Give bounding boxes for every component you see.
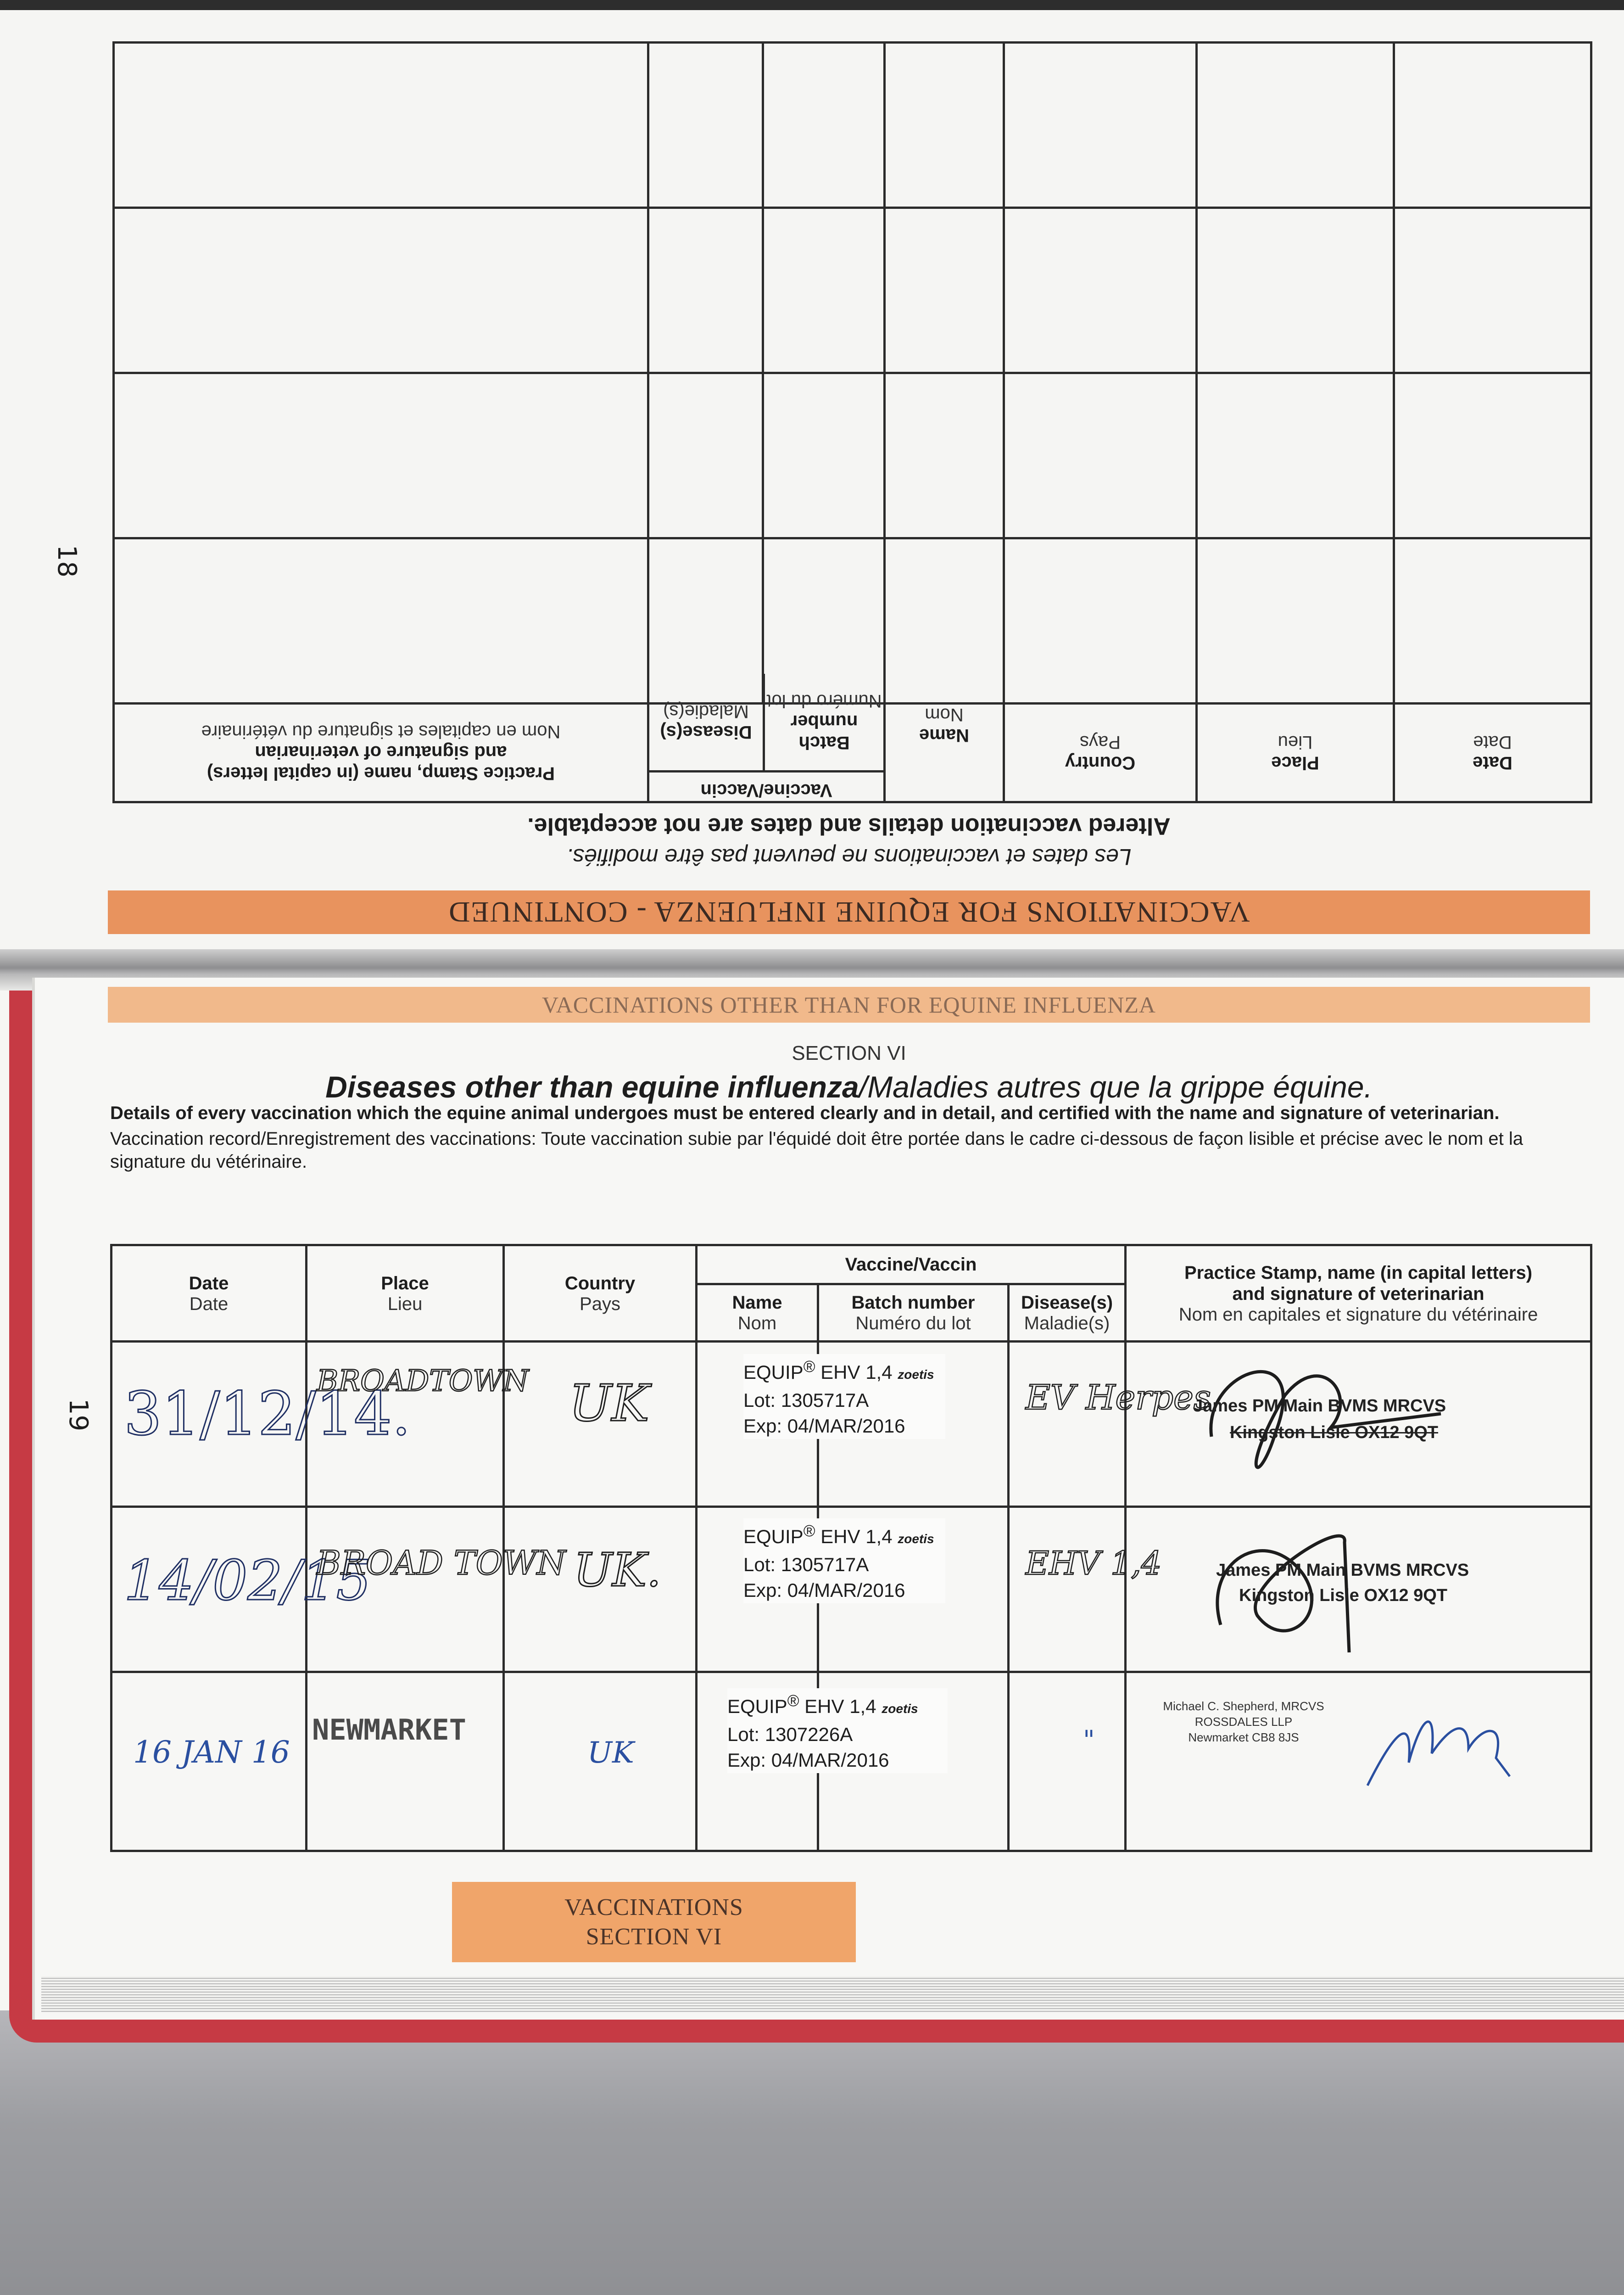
page-18-banner: VACCINATIONS FOR EQUINE INFLUENZA - CONTINUED [108,890,1590,934]
row-3-date: 16 JAN 16 [133,1735,290,1770]
row-2-vaccine-strain: EHV 1,4 [820,1526,893,1547]
row-1-vaccine-label: EQUIP® EHV 1,4 zoetis Lot: 1305717A Exp: 04/MAR/2016 [743,1354,945,1439]
row-2-exp: 04/MAR/2016 [787,1579,905,1601]
row-1-place: BROADTOWN [317,1364,529,1398]
row-1-diseases: EV Herpes [1026,1378,1211,1417]
row-1-exp: 04/MAR/2016 [787,1415,905,1437]
row-3-vaccine-label: EQUIP® EHV 1,4 zoetis Lot: 1307226A Exp: 04/MAR/2016 [727,1688,948,1773]
notice-en: Altered vaccination details and dates are not acceptable. [527,813,1171,840]
header-diseases-en: Disease(s) [660,722,752,742]
instructions-fr: Vaccination record/Enregistrement des vaccinations: Toute vaccination subie par l'équidé doit être portée dans le cadre ci-dessous de façon lisible et précise avec le nom et la signature du vétérinaire. [110,1129,1524,1172]
header-country-fr: Pays [1080,732,1121,752]
row-3-vet-signature [1367,1722,1510,1786]
header-stamp-fr: Nom en capitales et signature du vétérinaire [201,722,561,742]
row-1-vaccine-strain: EHV 1,4 [820,1361,893,1383]
header-stamp-en-2: and signature of veterinarian [255,742,507,762]
row-2-lot-label: Lot: [743,1554,776,1575]
row-3-exp-label: Exp: [727,1749,766,1771]
row-1-manufacturer: zoetis [898,1367,934,1382]
header-diseases [1009,1284,1126,1342]
row-3-stamp-line-3: Newmarket CB8 8JS [1188,1730,1299,1744]
row-3-manufacturer: zoetis [882,1702,918,1716]
row-1-country: UK [569,1374,649,1433]
row-1-vet-signature [1211,1371,1441,1467]
header-date-fr: Date [189,1293,229,1314]
header-batch-fr: Numéro du lot [855,1313,971,1333]
row-2-place: BROAD TOWN [317,1544,566,1582]
page-18-notice [108,812,1590,870]
row-2-exp-label: Exp: [743,1579,782,1601]
row-1-stamp-line-2: Kingston Lisle OX12 9QT [1230,1423,1438,1442]
header-place-en: Place [1271,753,1319,773]
row-2-diseases: EHV 1,4 [1026,1545,1162,1582]
row-3-country: UK [587,1736,634,1770]
page-18-empty-row [114,43,1591,208]
footer-tab-line-1: VACCINATIONS [564,1894,743,1920]
header-diseases [649,674,763,770]
header-vaccine-group-label: Vaccine/Vaccin [649,770,883,801]
row-1-date: 31/12/14. [124,1379,411,1449]
header-country [504,1245,697,1342]
row-2-country: UK. [574,1543,661,1597]
page-18-vaccination-table [112,41,1592,803]
header-stamp-en-1: Practice Stamp, name (in capital letters) [206,763,555,784]
page-19-header-row-a [112,1245,1591,1284]
row-1-stamp-line-1: James PM Main BVMS MRCVS [1193,1396,1446,1416]
section-label: SECTION VI [792,1042,906,1064]
desk-surface [0,2010,1624,2295]
header-batch [818,1284,1009,1342]
header-place-fr: Lieu [387,1293,423,1314]
header-name [697,1284,818,1342]
header-vaccine-group [697,1245,1126,1284]
header-stamp-en-2: and signature of veterinarian [1232,1283,1484,1304]
row-2-vaccine-label: EQUIP® EHV 1,4 zoetis Lot: 1305717A Exp: 04/MAR/2016 [743,1518,945,1603]
header-diseases-fr: Maladie(s) [1024,1313,1110,1333]
row-2-vaccine-name: EQUIP [743,1526,804,1547]
section-instructions [110,1102,1592,1173]
header-batch-en: Batch number [851,1293,975,1313]
header-batch [763,674,883,770]
scan-top-edge [0,0,1624,10]
header-country-en: Country [1065,753,1136,773]
row-1-exp-label: Exp: [743,1415,782,1437]
header-diseases-fr: Maladie(s) [663,701,749,722]
row-3-lot-label: Lot: [727,1724,760,1745]
row-3-lot: 1307226A [765,1724,853,1745]
header-stamp [114,704,648,802]
row-2-lot: 1305717A [781,1554,869,1575]
section-title [108,1069,1590,1104]
header-country-fr: Pays [580,1293,620,1314]
header-vaccine-group-label: Vaccine/Vaccin [845,1254,977,1275]
header-place [307,1245,504,1342]
header-name-en: Name [732,1293,782,1313]
row-2-stamp-line-2: Kingston Lisle OX12 9QT [1239,1586,1447,1605]
row-2-stamp-line-1: James PM Main BVMS MRCVS [1216,1561,1469,1580]
footer-section-tab [452,1882,856,1962]
header-date [1394,704,1591,802]
page-18-header-row [114,704,1591,802]
page-edges [41,1976,1624,2013]
row-3-stamp [1143,1698,1345,1745]
header-name-fr: Nom [925,705,964,725]
header-diseases-en: Disease(s) [1021,1293,1113,1313]
notice-fr: Les dates et vaccinations ne peuvent pas être modifiés. [566,844,1132,870]
page-18-empty-row [114,208,1591,373]
header-name-en: Name [919,725,969,745]
header-date-en: Date [189,1273,229,1293]
header-stamp-en-1: Practice Stamp, name (in capital letters) [1184,1262,1533,1283]
header-batch-en: Batch number [790,711,858,753]
row-3-place: NEWMARKET [312,1713,466,1746]
section-title-fr: /Maladies autres que la grippe équine. [859,1070,1373,1104]
header-place [1197,704,1394,802]
header-name [885,704,1004,802]
row-3-vaccine-strain: EHV 1,4 [804,1696,876,1717]
row-3-exp: 04/MAR/2016 [771,1749,889,1771]
row-3-stamp-line-2: ROSSDALES LLP [1194,1715,1293,1729]
header-name-fr: Nom [737,1313,777,1333]
row-3-vaccine-name: EQUIP [727,1696,787,1717]
page-number-19: 19 [63,1398,94,1432]
row-1-vaccine-name: EQUIP [743,1361,804,1383]
footer-tab-line-2: SECTION VI [586,1923,722,1950]
page-19-banner: VACCINATIONS OTHER THAN FOR EQUINE INFLUENZA [108,987,1590,1023]
row-1-lot-label: Lot: [743,1389,776,1411]
page-18-table-area [115,46,1592,803]
instructions-en: Details of every vaccination which the equine animal undergoes must be entered clearly and in detail, and certified with the name and signature of veterinarian. [110,1103,1500,1123]
section-title-en: Diseases other than equine influenza [325,1070,859,1104]
page-18-empty-row [114,373,1591,538]
row-3-diseases: " [1083,1725,1095,1755]
header-date-en: Date [1473,753,1512,773]
header-vaccine-group [648,691,885,802]
page-number-18: 18 [52,544,82,578]
page-19-table-area [110,1244,1590,1850]
row-1-lot: 1305717A [781,1389,869,1411]
row-3-stamp-line-1: Michael C. Shepherd, MRCVS [1163,1699,1324,1713]
header-batch-fr: Numéro du lot [766,691,882,711]
header-date-fr: Date [1473,732,1512,752]
header-place-en: Place [381,1273,429,1293]
header-date [112,1245,307,1342]
header-country-en: Country [564,1273,636,1293]
header-place-fr: Lieu [1278,732,1313,752]
header-stamp-fr: Nom en capitales et signature du vétérinaire [1178,1304,1538,1325]
row-2-date: 14/02/15 [124,1549,371,1613]
row-2-manufacturer: zoetis [898,1532,934,1546]
header-stamp [1126,1245,1591,1342]
header-country [1004,704,1197,802]
